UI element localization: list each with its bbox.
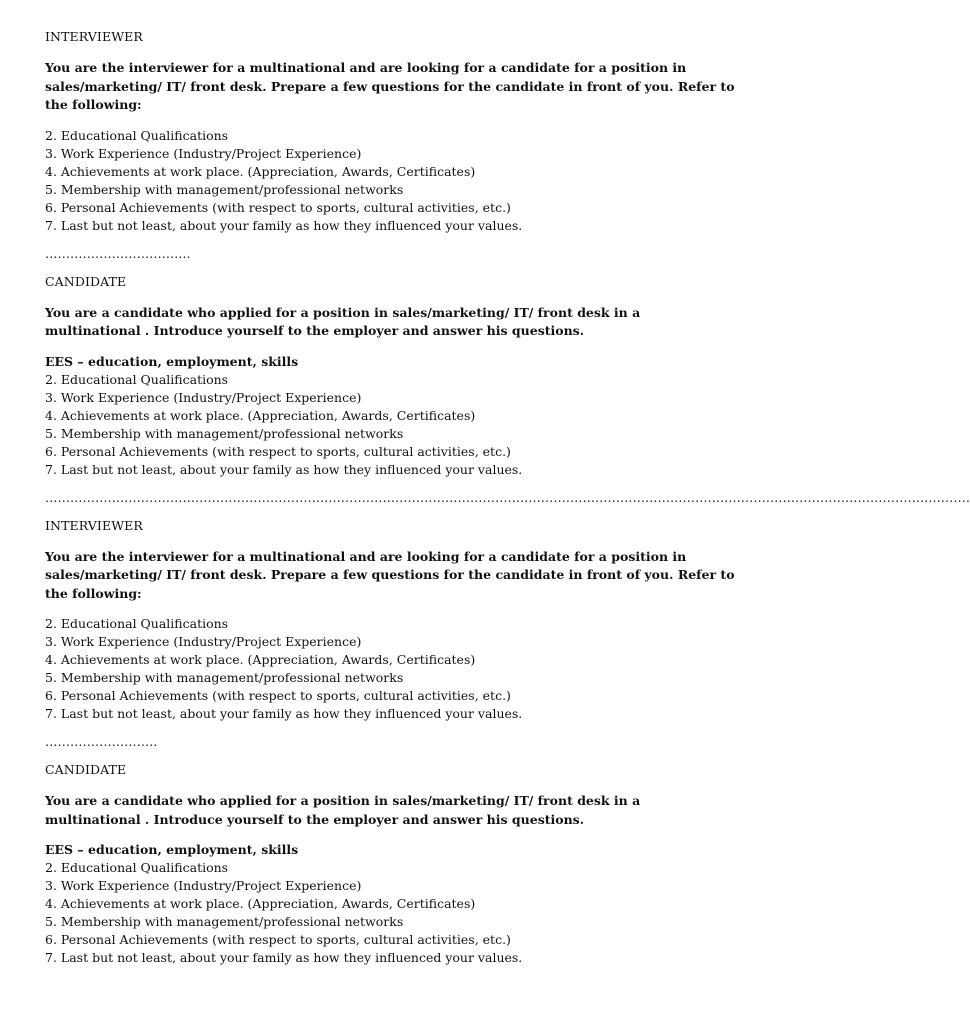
section-intro: You are a candidate who applied for a position in sales/marketing/ IT/ front desk in a multinational . Introduce yourself to the employer and answer his questions.	[45, 304, 641, 338]
list-lead: EES – education, employment, skills	[45, 353, 299, 369]
section-interviewer-1	[45, 28, 735, 261]
topic-list	[45, 841, 735, 967]
section-intro: You are the interviewer for a multinational and are looking for a candidate for a position in sales/marketing/ IT/ front desk. Prepare a few questions for the candidate in front of you. Refer to the following:	[45, 60, 735, 112]
list-item: 2. Educational Qualifications	[45, 127, 229, 143]
section-candidate-2	[45, 761, 735, 967]
list-item: 5. Membership with management/professional networks	[45, 425, 404, 441]
list-item: 3. Work Experience (Industry/Project Experience)	[45, 389, 362, 405]
topic-list	[45, 127, 735, 235]
list-item: 5. Membership with management/professional networks	[45, 181, 404, 197]
list-item: 3. Work Experience (Industry/Project Experience)	[45, 878, 362, 893]
section-title: INTERVIEWER	[45, 29, 143, 44]
section-candidate-1	[45, 273, 970, 505]
list-item: 5. Membership with management/professional networks	[45, 914, 404, 929]
section-title: INTERVIEWER	[45, 517, 143, 533]
list-item: 4. Achievements at work place. (Appreciation, Awards, Certificates)	[45, 163, 476, 179]
list-item: 6. Personal Achievements (with respect to sports, cultural activities, etc.)	[45, 932, 511, 947]
list-item: 6. Personal Achievements (with respect to sports, cultural activities, etc.)	[45, 199, 511, 215]
list-item: 5. Membership with management/professional networks	[45, 670, 404, 685]
list-item: 7. Last but not least, about your family as how they influenced your values.	[45, 217, 523, 233]
dotted-separator: ……………………………..	[45, 245, 191, 261]
section-intro: You are a candidate who applied for a position in sales/marketing/ IT/ front desk in a multinational . Introduce yourself to the employer and answer his questions.	[45, 793, 641, 827]
list-item: 7. Last but not least, about your family as how they influenced your values.	[45, 950, 523, 965]
list-item: 2. Educational Qualifications	[45, 860, 229, 875]
list-item: 3. Work Experience (Industry/Project Experience)	[45, 634, 362, 649]
section-title: CANDIDATE	[45, 273, 127, 289]
list-item: 4. Achievements at work place. (Appreciation, Awards, Certificates)	[45, 407, 476, 423]
document-page	[45, 28, 970, 967]
topic-list	[45, 353, 735, 479]
list-item: 6. Personal Achievements (with respect to sports, cultural activities, etc.)	[45, 443, 511, 459]
section-title: CANDIDATE	[45, 762, 127, 777]
list-item: 4. Achievements at work place. (Appreciation, Awards, Certificates)	[45, 652, 476, 667]
topic-list	[45, 615, 735, 723]
list-item: 6. Personal Achievements (with respect to sports, cultural activities, etc.)	[45, 688, 511, 703]
list-item: 4. Achievements at work place. (Appreciation, Awards, Certificates)	[45, 896, 476, 911]
list-item: 7. Last but not least, about your family as how they influenced your values.	[45, 706, 523, 721]
section-interviewer-2	[45, 517, 735, 750]
section-intro: You are the interviewer for a multinational and are looking for a candidate for a position in sales/marketing/ IT/ front desk. Prepare a few questions for the candidate in front of you. Refer to the following:	[45, 548, 735, 601]
dotted-separator: ………………………	[45, 734, 158, 749]
list-item: 7. Last but not least, about your family as how they influenced your values.	[45, 461, 523, 477]
list-item: 2. Educational Qualifications	[45, 616, 229, 631]
list-item: 2. Educational Qualifications	[45, 371, 229, 387]
dotted-separator: ……………………………………………………………………………………………………………………………………………………………………………………………………	[45, 489, 970, 505]
list-lead: EES – education, employment, skills	[45, 842, 299, 857]
list-item: 3. Work Experience (Industry/Project Experience)	[45, 145, 362, 161]
